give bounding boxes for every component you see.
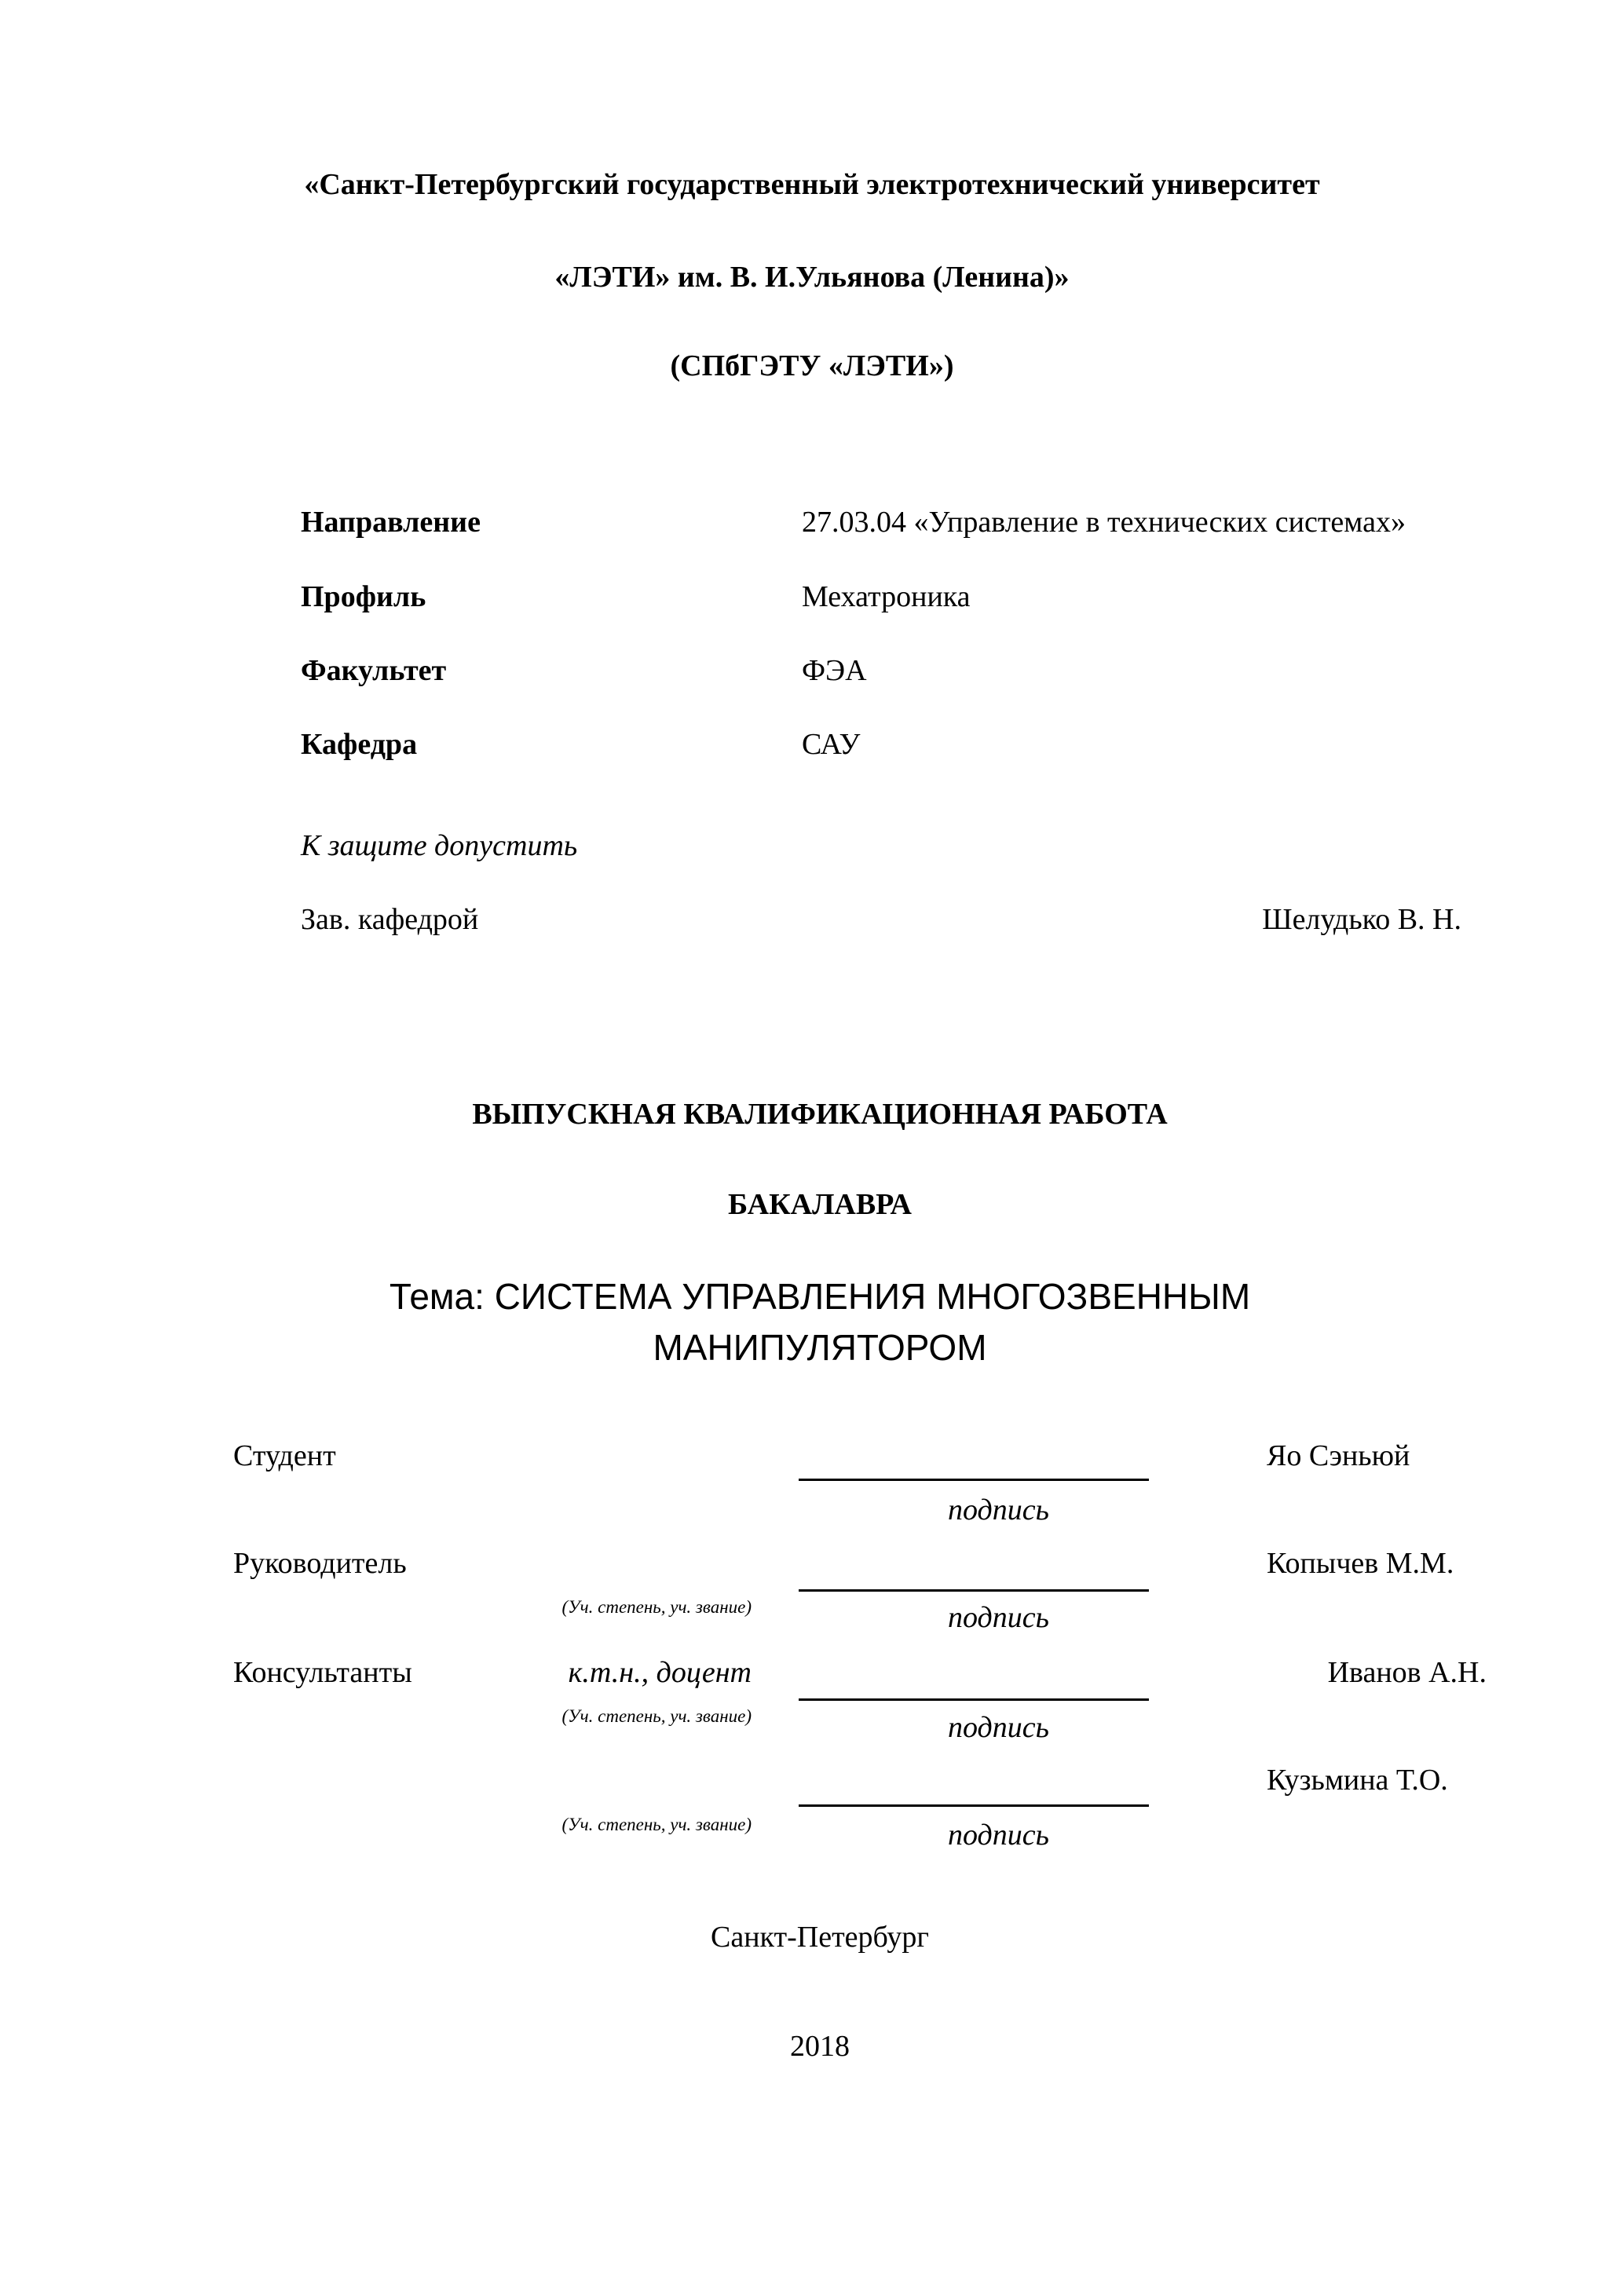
consultant2-name: Кузьмина Т.О. — [1267, 1764, 1448, 1797]
university-name-line1: «Санкт-Петербургский государственный электротехнический университет — [304, 168, 1320, 201]
year: 2018 — [790, 2030, 850, 2063]
supervisor-signature-hint: подпись — [948, 1601, 1049, 1634]
consultant1-name: Иванов А.Н. — [1327, 1656, 1487, 1689]
city: Санкт-Петербург — [710, 1921, 930, 1954]
work-degree-title: БАКАЛАВРА — [728, 1188, 912, 1221]
university-name-line2: «ЛЭТИ» им. В. И.Ульянова (Ленина)» — [554, 261, 1070, 294]
supervisor-degree-hint: (Уч. степень, уч. звание) — [561, 1597, 752, 1617]
consultant1-degree-hint: (Уч. степень, уч. звание) — [561, 1706, 752, 1726]
info-value-department: САУ — [802, 728, 861, 761]
consultants-label: Консультанты — [233, 1656, 412, 1689]
consultant1-signature-hint: подпись — [948, 1711, 1049, 1744]
info-label-department: Кафедра — [301, 728, 418, 761]
topic-line2: МАНИПУЛЯТОРОМ — [653, 1327, 987, 1368]
consultant2-degree-hint: (Уч. степень, уч. звание) — [561, 1815, 752, 1834]
info-value-direction: 27.03.04 «Управление в технических системах» — [802, 506, 1406, 539]
supervisor-name: Копычев М.М. — [1267, 1547, 1454, 1580]
university-abbreviation: (СПбГЭТУ «ЛЭТИ») — [670, 349, 954, 382]
student-signature-hint: подпись — [948, 1493, 1049, 1526]
info-value-faculty: ФЭА — [802, 654, 867, 687]
supervisor-label: Руководитель — [233, 1547, 407, 1580]
consultant-degree: к.т.н., доцент — [568, 1656, 752, 1689]
info-label-faculty: Факультет — [301, 654, 447, 687]
approval-name: Шелудько В. Н. — [1262, 903, 1461, 936]
consultant2-signature-hint: подпись — [948, 1819, 1049, 1852]
approval-note: К защите допустить — [301, 829, 578, 862]
supervisor-signature-line — [799, 1589, 1149, 1592]
approval-role: Зав. кафедрой — [301, 903, 479, 936]
student-name: Яо Сэньюй — [1267, 1439, 1410, 1472]
consultant2-signature-line — [799, 1804, 1149, 1807]
info-label-direction: Направление — [301, 506, 481, 539]
info-value-profile: Мехатроника — [802, 580, 971, 613]
work-type-title: ВЫПУСКНАЯ КВАЛИФИКАЦИОННАЯ РАБОТА — [472, 1098, 1168, 1131]
info-label-profile: Профиль — [301, 580, 426, 613]
topic-line1: Тема: СИСТЕМА УПРАВЛЕНИЯ МНОГОЗВЕННЫМ — [389, 1276, 1251, 1317]
student-signature-line — [799, 1479, 1149, 1481]
student-label: Студент — [233, 1439, 336, 1472]
consultant1-signature-line — [799, 1698, 1149, 1701]
